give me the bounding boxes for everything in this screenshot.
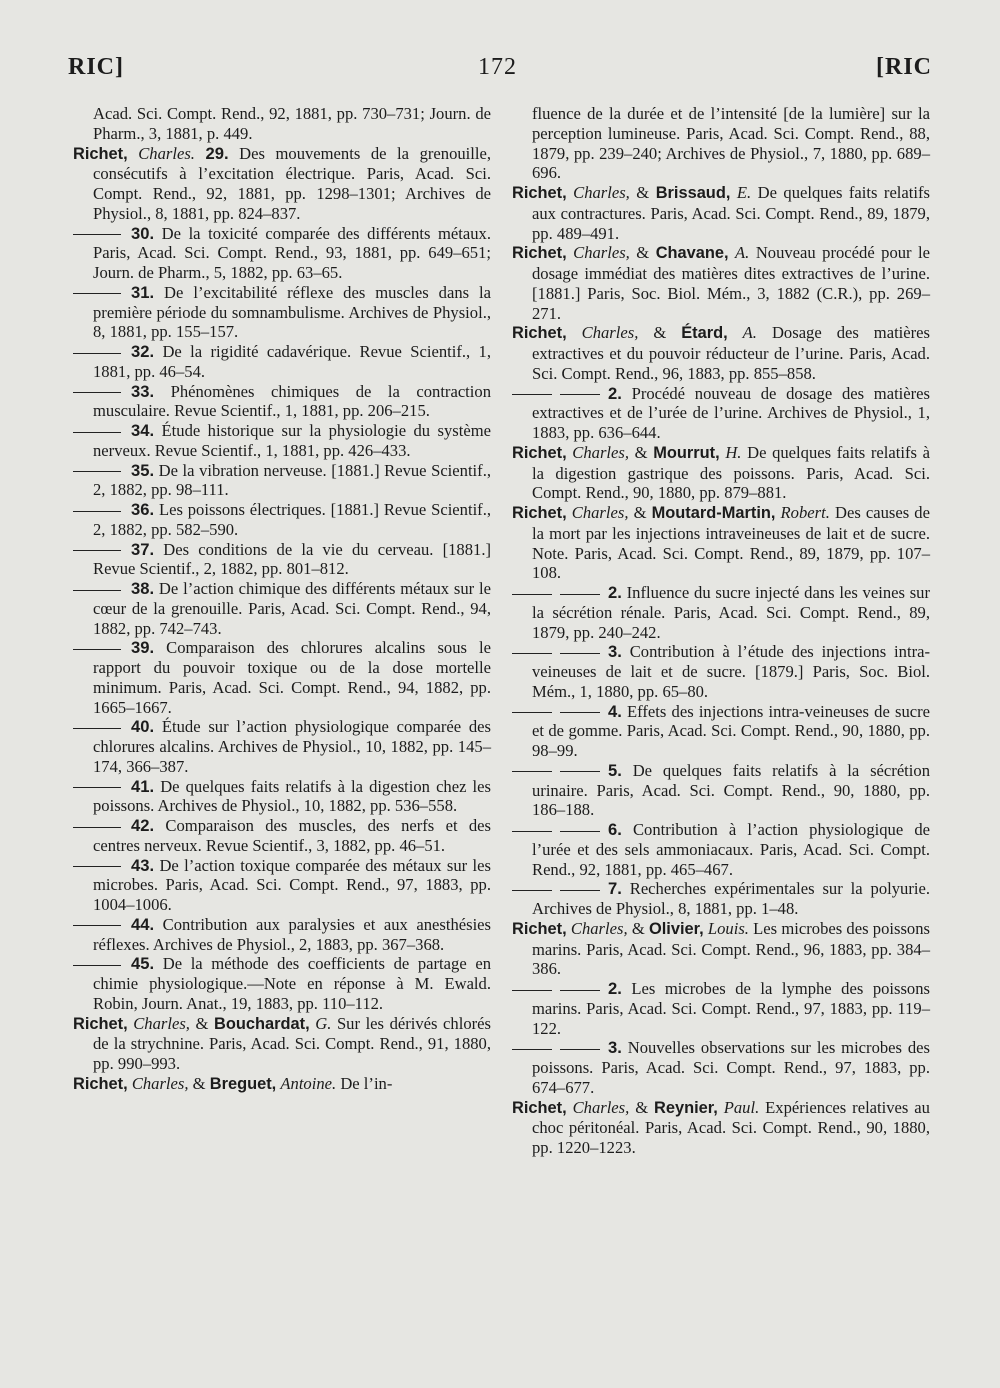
entry-text: Phénomènes chimiques de la contraction musculaire. Revue Scientif., 1, 1881, pp. 206–215. [93, 381, 491, 421]
author-firstname: Charles. [138, 143, 195, 163]
entry-text: Des mouvements de la grenouille, consécutifs à l’excitation électrique. Paris, Acad. Sci. Compt. Rend., 92, 1881, pp. 1298–1301; Archives de Physiol., 8, 1881, pp. 824–837. [93, 143, 492, 223]
coauthor-name: Moutard-Martin, [651, 504, 776, 522]
author-firstname: Charles, [131, 1073, 189, 1093]
ditto-rule [560, 594, 600, 595]
entry-number: 40. [131, 717, 155, 737]
author-name: Richet, [512, 443, 567, 462]
author-name: Richet, [73, 144, 128, 163]
bibliography-entry [73, 342, 491, 382]
coauthor-firstname: Louis. [707, 918, 749, 938]
entry-text: Procédé nouveau de dosage des matières extractives et de l’urée de l’urine. Archives de Physiol., 1, 1883, pp. 636–644. [532, 383, 931, 442]
entry-number: 31. [131, 282, 155, 302]
right-column [512, 104, 930, 1158]
bibliography-entry [512, 384, 930, 443]
author-firstname: Charles, [133, 1013, 190, 1033]
entry-text: De quelques faits relatifs à la digestion chez les poissons. Archives de Physiol., 10, 1882, pp. 536–558. [93, 776, 491, 816]
bibliography-entry [73, 461, 491, 501]
bibliography-entry [512, 183, 930, 243]
entry-text: De l’action toxique comparée des métaux sur les microbes. Paris, Acad. Sci. Compt. Rend., 97, 1883, pp. 1004–1006. [93, 855, 491, 914]
entry-text: Acad. Sci. Compt. Rend., 92, 1881, pp. 730–731; Journ. de Pharm., 3, 1881, p. 449. [93, 104, 491, 143]
coauthor-name: Étard, [681, 324, 728, 343]
running-head-right: [RIC [876, 54, 932, 80]
bibliography-entry [73, 954, 491, 1013]
coauthor-name: Breguet, [209, 1074, 277, 1093]
entry-text: Contribution aux paralysies et aux anesthésies réflexes. Archives de Physiol., 2, 1883, pp. 367–368. [93, 914, 492, 954]
coauthor-firstname: Antoine. [280, 1073, 337, 1093]
entry-text: fluence de la durée et de l’intensité [de la lumière] sur la perception lumineuse. Paris, Acad. Sci. Compt. Rend., 88, 1879, pp. 239–240; Archives de Physiol., 7, 1880, pp. 689–696. [532, 104, 930, 183]
ditto-rule [73, 649, 121, 650]
ditto-rule [73, 392, 121, 393]
entry-number: 38. [131, 579, 155, 598]
bibliography-entry [512, 979, 930, 1038]
ditto-rule [512, 890, 552, 891]
ditto-rule [560, 771, 600, 772]
ditto-rule [73, 590, 121, 591]
coauthor-firstname: A. [742, 323, 757, 343]
coauthor-firstname: A. [735, 243, 750, 263]
entry-text: Étude historique sur la physiologie du système nerveux. Revue Scientif., 1, 1881, pp. 426–433. [93, 421, 491, 460]
entry-number: 6. [608, 820, 622, 839]
bibliography-entry [73, 856, 491, 915]
ditto-rule [73, 866, 121, 867]
bibliography-entry [512, 820, 930, 879]
entry-number: 39. [131, 638, 155, 658]
ampersand: & [634, 442, 648, 462]
bibliography-entry [73, 1014, 491, 1074]
entry-number: 36. [131, 500, 155, 519]
ditto-rule [560, 712, 600, 713]
ditto-rule [512, 771, 552, 772]
coauthor-name: Chavane, [655, 244, 729, 263]
bibliography-entry [73, 717, 491, 776]
ditto-rule [512, 653, 552, 654]
bibliography-entry [512, 702, 930, 761]
left-column [73, 104, 491, 1095]
author-name: Richet, [512, 504, 567, 522]
entry-text: Des causes de la mort par les injections intraveineuses de lait et de sucre. Note. Paris, Acad. Sci. Compt. Rend., 89, 1879, pp. 107–108. [532, 503, 930, 583]
ampersand: & [636, 183, 650, 202]
ditto-rule [512, 712, 552, 713]
entry-number: 42. [131, 816, 155, 835]
ditto-rule [73, 925, 121, 926]
entry-text: Les poissons électriques. [1881.] Revue Scientif., 2, 1882, pp. 582–590. [93, 500, 492, 539]
coauthor-name: Olivier, [648, 919, 704, 938]
ampersand: & [636, 243, 650, 263]
ditto-rule [73, 293, 121, 294]
entry-text: Comparaison des muscles, des nerfs et des centres nerveux. Revue Scientif., 3, 1882, pp. 46–51. [93, 816, 491, 855]
bibliography-entry [512, 443, 930, 503]
ditto-rule [73, 234, 121, 235]
author-firstname: Charles, [571, 503, 629, 522]
author-firstname: Charles, [570, 918, 628, 938]
entry-number: 7. [608, 879, 622, 899]
entry-text: Dosage des matières extractives et du pouvoir réducteur de l’urine. Paris, Acad. Sci. Compt. Rend., 96, 1883, pp. 855–858. [532, 323, 930, 383]
ditto-rule [512, 394, 552, 395]
entry-number: 45. [131, 954, 155, 974]
bibliography-entry [512, 879, 930, 919]
author-firstname: Charles, [573, 243, 630, 263]
entry-text: De la méthode des coefficients de partage en chimie physiologique.—Note en réponse à M. Ewald. Robin, Journ. Anat., 19, 1883, pp. 110–112. [93, 954, 491, 1013]
author-name: Richet, [512, 184, 567, 202]
bibliography-entry [73, 777, 491, 817]
entry-text: De la vibration nerveuse. [1881.] Revue Scientif., 2, 1882, pp. 98–111. [93, 460, 491, 500]
bibliography-entry [512, 761, 930, 820]
running-head-left: RIC] [68, 54, 124, 80]
bibliography-entry [73, 104, 491, 144]
ampersand: & [192, 1073, 206, 1093]
bibliography-entry [512, 583, 930, 642]
entry-number: 44. [131, 914, 155, 934]
entry-number: 2. [608, 583, 622, 602]
entry-number: 2. [608, 383, 622, 403]
page-number: 172 [478, 54, 517, 80]
entry-number: 3. [608, 1038, 622, 1058]
entry-number: 2. [608, 979, 622, 998]
entry-text: Recherches expérimentales sur la polyurie. Archives de Physiol., 8, 1881, pp. 1–48. [532, 879, 930, 918]
author-name: Richet, [512, 324, 567, 343]
entry-text: De la toxicité comparée des différents métaux. Paris, Acad. Sci. Compt. Rend., 93, 1881, pp. 649–651; Journ. de Pharm., 5, 1882, pp. 63–65. [93, 223, 492, 282]
author-name: Richet, [512, 244, 567, 263]
bibliography-entry [73, 1074, 491, 1095]
bibliography-entry [512, 104, 930, 183]
entry-text: Contribution à l’étude des injections intra-veineuses de lait et de sucre. [1879.] Paris, Soc. Biol. Mém., 1, 1880, pp. 65–80. [532, 642, 930, 701]
coauthor-firstname: G. [315, 1013, 332, 1033]
ditto-rule [512, 831, 552, 832]
entry-text: Les microbes des poissons marins. Paris, Acad. Sci. Compt. Rend., 96, 1883, pp. 384–386. [532, 918, 930, 979]
author-name: Richet, [73, 1074, 128, 1093]
entry-text: Étude sur l’action physiologique comparée des chlorures alcalins. Archives de Physiol., 10, 1882, pp. 145–174, 366–387. [93, 717, 492, 776]
ditto-rule [73, 787, 121, 788]
author-firstname: Charles, [572, 442, 629, 462]
entry-number: 35. [131, 460, 155, 480]
bibliography-entry [73, 382, 491, 422]
entry-number: 4. [608, 701, 622, 721]
entry-number: 37. [131, 539, 155, 559]
ampersand: & [633, 503, 647, 522]
author-name: Richet, [73, 1014, 128, 1033]
bibliography-entry [73, 421, 491, 461]
entry-number: 32. [131, 342, 155, 361]
entry-text: Des conditions de la vie du cerveau. [1881.] Revue Scientif., 2, 1882, pp. 801–812. [93, 539, 491, 579]
author-firstname: Charles, [581, 323, 639, 343]
bibliography-entry [73, 500, 491, 540]
bibliography-entry [73, 579, 491, 638]
entry-text: Effets des injections intra-veineuses de sucre et de gomme. Paris, Acad. Sci. Compt. Rend., 90, 1880, pp. 98–99. [532, 701, 930, 760]
ditto-rule [73, 965, 121, 966]
entry-text: De quelques faits relatifs à la sécrétion urinaire. Paris, Acad. Sci. Compt. Rend., 90, 1880, pp. 186–188. [532, 760, 930, 820]
entry-number: 29. [205, 143, 229, 163]
ditto-rule [73, 432, 121, 433]
entry-number: 43. [131, 855, 155, 875]
coauthor-firstname: Robert. [780, 503, 830, 522]
author-firstname: Charles, [572, 1097, 630, 1117]
bibliography-entry [512, 243, 930, 323]
coauthor-firstname: H. [725, 442, 742, 462]
entry-number: 33. [131, 381, 155, 401]
ditto-rule [560, 890, 600, 891]
coauthor-firstname: E. [736, 183, 752, 202]
ditto-rule [73, 353, 121, 354]
entry-text: Expériences relatives au choc péritonéal. Paris, Acad. Sci. Compt. Rend., 90, 1880, pp. 1220–1223. [532, 1097, 930, 1157]
ditto-rule [560, 394, 600, 395]
entry-text: Comparaison des chlorures alcalins sous le rapport du pouvoir toxique ou de la dose mortelle minimum. Paris, Acad. Sci. Compt. Rend., 94, 1882, pp. 1665–1667. [93, 638, 491, 717]
bibliography-entry [73, 638, 491, 717]
ampersand: & [653, 323, 667, 343]
bibliography-entry [73, 540, 491, 580]
entry-text: Contribution à l’action physiologique de l’urée et des sels ammoniacaux. Paris, Acad. Sci. Compt. Rend., 92, 1881, pp. 465–467. [532, 820, 930, 879]
entry-text: Sur les dérivés chlorés de la strychnine. Paris, Acad. Sci. Compt. Rend., 91, 1880, pp. 990–993. [93, 1013, 491, 1073]
ditto-rule [512, 594, 552, 595]
coauthor-name: Mourrut, [653, 443, 720, 462]
ditto-rule [73, 511, 121, 512]
bibliography-entry [73, 224, 491, 283]
entry-text: De quelques faits relatifs aux contractures. Paris, Acad. Sci. Compt. Rend., 89, 1879, pp. 489–491. [532, 183, 930, 243]
bibliography-entry [512, 642, 930, 701]
entry-text: Nouvelles observations sur les microbes des poissons. Paris, Acad. Sci. Compt. Rend., 97, 1883, pp. 674–677. [532, 1038, 930, 1097]
ampersand: & [635, 1097, 649, 1117]
ditto-rule [560, 990, 600, 991]
ditto-rule [560, 653, 600, 654]
ampersand: & [195, 1013, 209, 1033]
bibliography-entry [73, 816, 491, 856]
coauthor-name: Brissaud, [655, 184, 731, 202]
entry-text: Influence du sucre injecté dans les veines sur la sécrétion rénale. Paris, Acad. Sci. Compt. Rend., 89, 1879, pp. 240–242. [532, 583, 930, 642]
entry-text: De quelques faits relatifs à la digestion gastrique des poissons. Paris, Acad. Sci. Compt. Rend., 90, 1880, pp. 879–881. [532, 442, 930, 503]
ditto-rule [73, 471, 121, 472]
bibliography-entry [512, 1098, 930, 1158]
ampersand: & [631, 918, 645, 938]
bibliography-entry [73, 915, 491, 955]
bibliography-entry [512, 503, 930, 583]
entry-text: De la rigidité cadavérique. Revue Scientif., 1, 1881, pp. 46–54. [93, 342, 491, 381]
ditto-rule [560, 1049, 600, 1050]
ditto-rule [512, 990, 552, 991]
ditto-rule [73, 728, 121, 729]
bibliography-entry [73, 144, 491, 224]
ditto-rule [73, 550, 121, 551]
entry-text: De l’excitabilité réflexe des muscles dans la première période du somnambulisme. Archives de Physiol., 8, 1881, pp. 155–157. [93, 282, 491, 342]
coauthor-name: Reynier, [654, 1098, 718, 1117]
bibliography-entry [73, 283, 491, 342]
author-name: Richet, [512, 919, 567, 938]
author-firstname: Charles, [573, 183, 630, 202]
ditto-rule [73, 827, 121, 828]
bibliography-entry [512, 919, 930, 979]
bibliography-entry [512, 1038, 930, 1097]
entry-text: De l’action chimique des différents métaux sur le cœur de la grenouille. Paris, Acad. Sci. Compt. Rend., 94, 1882, pp. 742–743. [93, 579, 491, 638]
entry-text: Les microbes de la lymphe des poissons marins. Paris, Acad. Sci. Compt. Rend., 97, 1883, pp. 119–122. [532, 979, 930, 1038]
ditto-rule [512, 1049, 552, 1050]
entry-number: 3. [608, 642, 622, 662]
bibliography-entry [512, 323, 930, 383]
ditto-rule [560, 831, 600, 832]
entry-text: Nouveau procédé pour le dosage immédiat des matières dites extractives de l’urine. [1881.] Paris, Soc. Biol. Mém., 3, 1882 (C.R.), pp. 269–271. [532, 243, 930, 323]
coauthor-name: Bouchardat, [214, 1014, 310, 1033]
entry-text: De l’in- [340, 1073, 393, 1093]
entry-number: 30. [131, 223, 155, 243]
entry-number: 5. [608, 760, 622, 780]
author-name: Richet, [512, 1098, 567, 1117]
entry-number: 34. [131, 421, 155, 440]
entry-number: 41. [131, 776, 155, 796]
coauthor-firstname: Paul. [723, 1097, 760, 1117]
